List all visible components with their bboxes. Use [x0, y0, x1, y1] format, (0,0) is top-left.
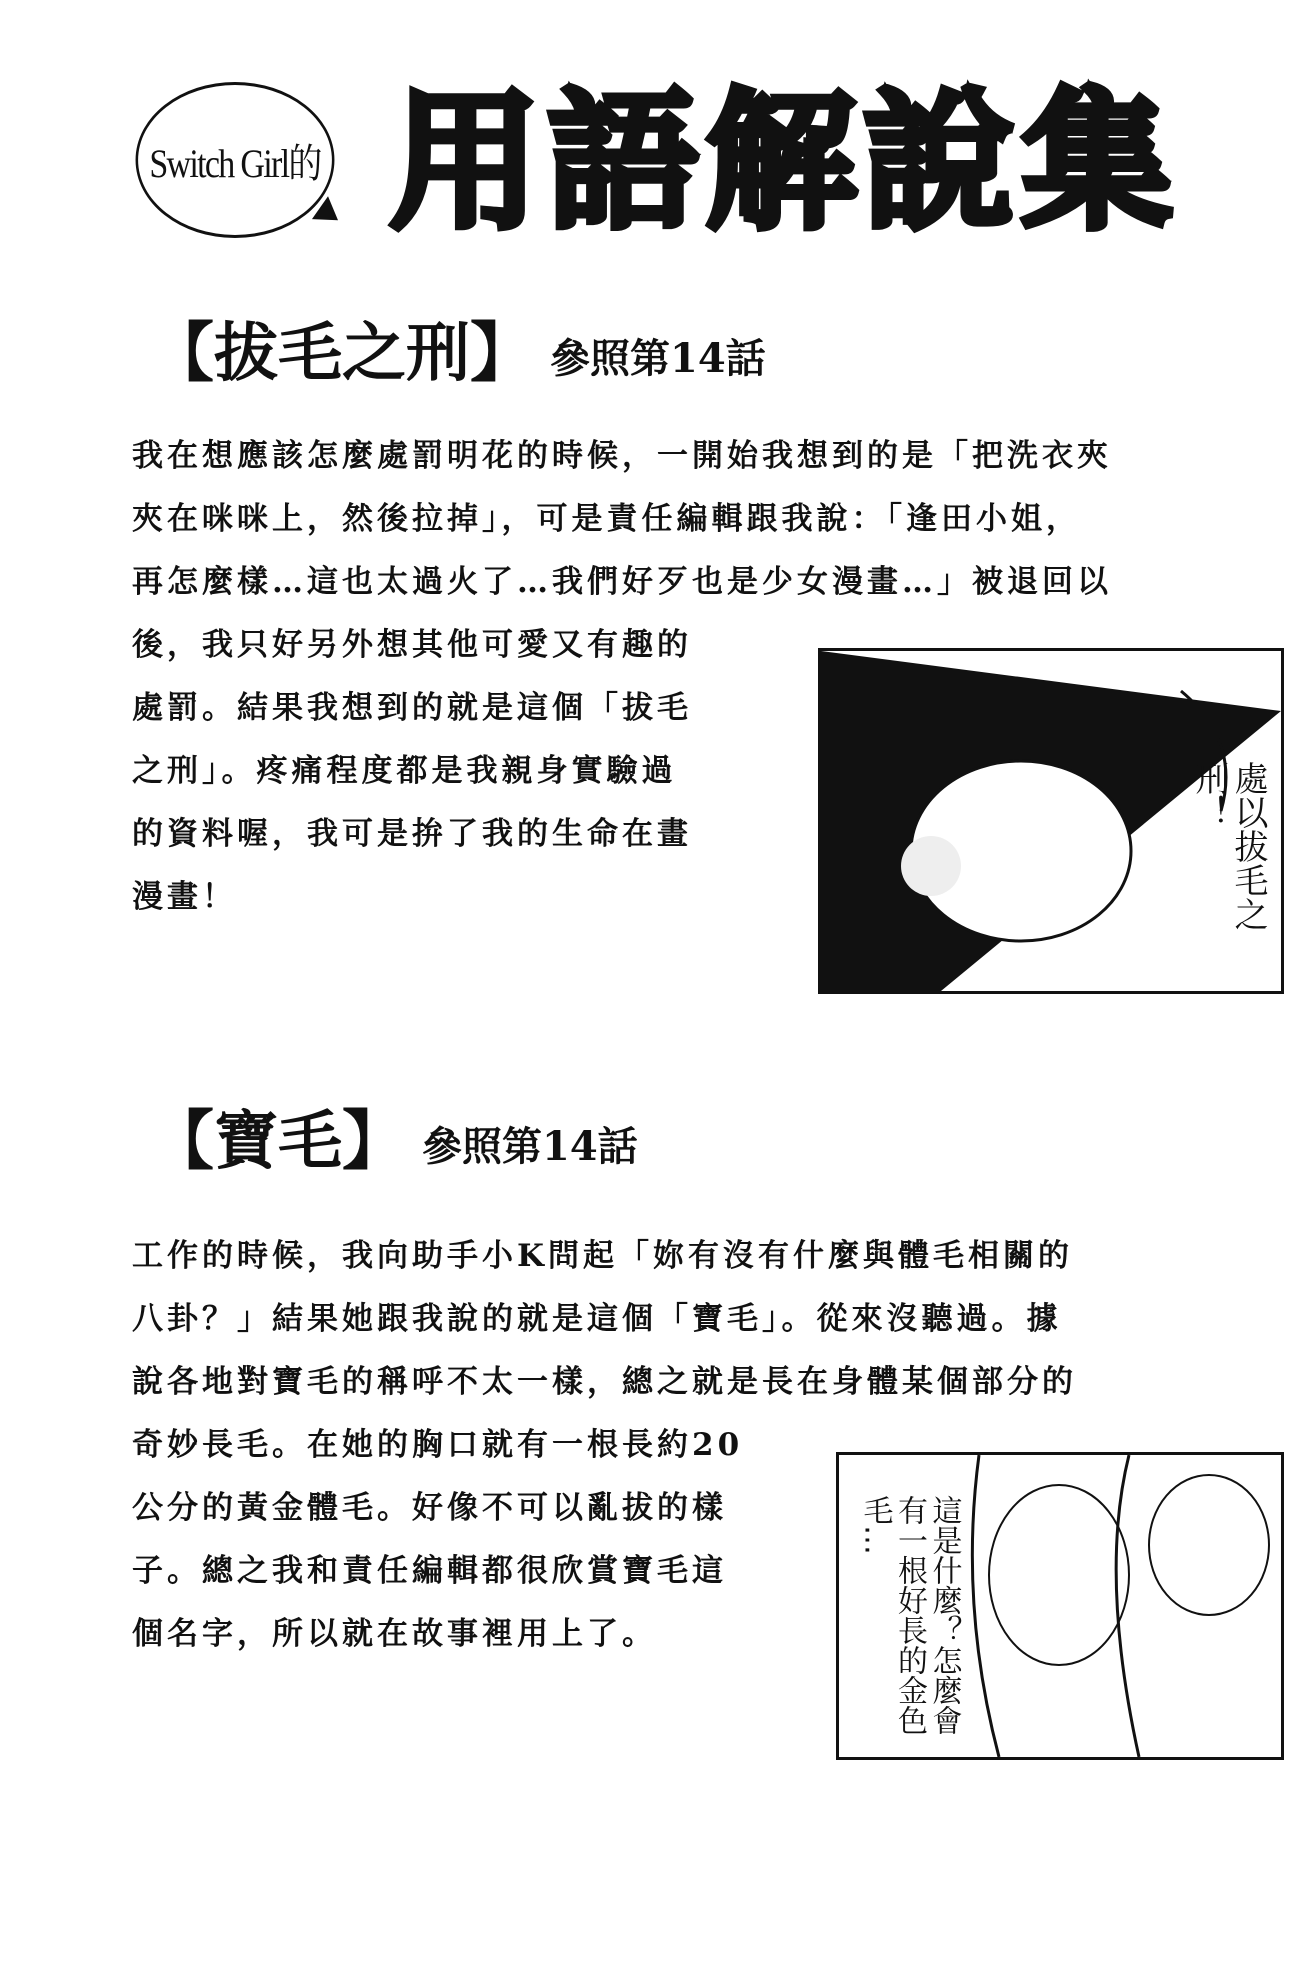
- panel-caption: 這是什麼？怎麼會有一根好長的金色毛…: [857, 1495, 962, 1735]
- line: 八卦？」結果她跟我說的就是這個「寶毛」。從來沒聽過。據: [132, 1301, 1062, 1337]
- line: 個名字，所以就在故事裡用上了。: [132, 1616, 657, 1652]
- line: 工作的時候，我向助手小K問起「妳有沒有什麼與體毛相關的: [132, 1238, 1073, 1274]
- line: 公分的黃金體毛。好像不可以亂拔的樣: [132, 1490, 727, 1526]
- line: 奇妙長毛。在她的胸口就有一根長約20: [132, 1427, 744, 1463]
- line: 的資料喔，我可是拚了我的生命在畫: [132, 816, 692, 852]
- reference: 參照第14話: [422, 1122, 638, 1170]
- line: 之刑」。疼痛程度都是我親身實驗過: [132, 753, 677, 789]
- line: 後，我只好另外想其他可愛又有趣的: [132, 627, 692, 663]
- section-heading: [150, 316, 766, 391]
- manga-panel: [836, 1452, 1284, 1760]
- bubble-label: Switch Girl的: [149, 140, 321, 186]
- line: 說各地對寶毛的稱呼不太一樣，總之就是長在身體某個部分的: [132, 1364, 1077, 1400]
- section-heading: [150, 1104, 638, 1179]
- term: 【寶毛】: [150, 1104, 406, 1179]
- page-title: 用語解說集: [390, 76, 1181, 250]
- line: 再怎麼樣…這也太過火了…我們好歹也是少女漫畫…」被退回以: [132, 564, 1112, 600]
- reference: 參照第14話: [550, 334, 766, 382]
- panel-caption: 處以拔毛之刑！: [1188, 761, 1268, 931]
- line: 漫畫！: [132, 879, 237, 915]
- term: 【拔毛之刑】: [150, 316, 534, 391]
- line: 子。總之我和責任編輯都很欣賞寶毛這: [132, 1553, 727, 1589]
- line: 夾在咪咪上，然後拉掉」，可是責任編輯跟我說：「逢田小姐，: [132, 501, 1081, 537]
- speech-bubble: [136, 82, 335, 238]
- line: 處罰。結果我想到的就是這個「拔毛: [132, 690, 692, 726]
- manga-panel: [818, 648, 1284, 994]
- line: 我在想應該怎麼處罰明花的時候，一開始我想到的是「把洗衣夾: [132, 438, 1112, 474]
